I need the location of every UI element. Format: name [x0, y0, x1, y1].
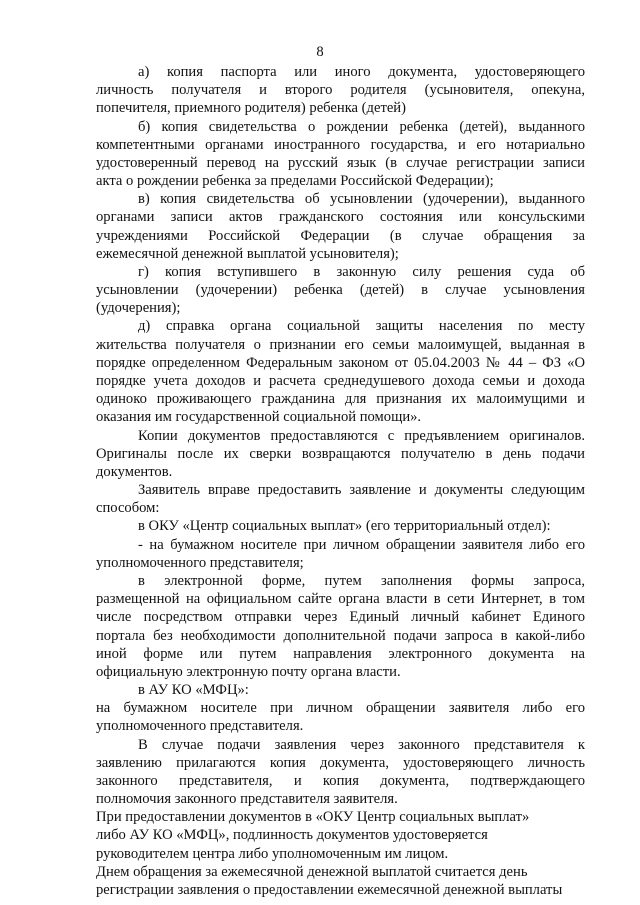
text-line: При предоставлении документов в «ОКУ Центр социальных выплат»	[96, 809, 530, 826]
text-line: либо АУ КО «МФЦ», подлинность документов удостоверяется	[96, 827, 488, 844]
text-line: акта о рождении ребенка за пределами Российской Федерации);	[96, 173, 494, 190]
text-line: Заявитель вправе предоставить заявление и документы следующим	[138, 482, 585, 499]
text-line: заявлению прилагаются копия документа, удостоверяющего личность	[96, 754, 585, 771]
text-line: иной форме или путем направления электронного документа на	[96, 645, 585, 662]
text-line: Копии документов предоставляются с предъявлением оригиналов.	[138, 427, 585, 444]
text-line: в) копия свидетельства об усыновлении (удочерении), выданного	[138, 191, 585, 208]
text-line: Оригиналы после их сверки возвращаются получателю в день подачи	[96, 445, 585, 462]
text-line: полномочия законного представителя заявителя.	[96, 791, 398, 808]
text-line: попечителя, приемного родителя) ребенка (детей)	[96, 100, 406, 117]
text-line: порядке учета доходов и расчета среднедушевого дохода семьи и дохода	[96, 373, 585, 390]
text-line: д) справка органа социальной защиты населения по месту	[138, 318, 585, 335]
page-number: 8	[316, 44, 324, 60]
text-line: уполномоченного представителя;	[96, 554, 304, 571]
text-line: органами записи актов гражданского состояния или консульскими	[96, 209, 585, 226]
text-line: регистрации заявления о предоставлении ежемесячной денежной выплаты	[96, 882, 563, 898]
text-line: способом:	[96, 500, 160, 517]
text-line: личность получателя и второго родителя (усыновителя, опекуна,	[96, 82, 585, 99]
text-line: руководителем центра либо уполномоченным им лицом.	[96, 845, 449, 862]
text-line: в электронной форме, путем заполнения формы запроса,	[138, 572, 585, 589]
text-line: учреждениями Российской Федерации (в случае обращения за	[96, 227, 585, 244]
text-line: Днем обращения за ежемесячной денежной выплатой считается день	[96, 863, 528, 880]
text-line: ежемесячной денежной выплатой усыновителя);	[96, 245, 399, 262]
text-line: на бумажном носителе при личном обращении заявителя либо его	[96, 700, 585, 717]
text-line: б) копия свидетельства о рождении ребенка (детей), выданного	[138, 118, 585, 135]
text-line: а) копия паспорта или иного документа, удостоверяющего	[138, 64, 585, 80]
text-line: - на бумажном носителе при личном обращении заявителя либо его	[138, 536, 585, 553]
text-line: порядке определенном Федеральным законом от 05.04.2003 № 44 – ФЗ «О	[96, 354, 585, 371]
text-line: в ОКУ «Центр социальных выплат» (его территориальный отдел):	[138, 518, 551, 535]
text-line: удостоверенный перевод на русский язык (в случае регистрации записи	[96, 154, 585, 171]
text-line: одиноко проживающего гражданина для признания их малоимущими и	[96, 391, 585, 408]
text-line: оказания им государственной социальной помощи».	[96, 409, 422, 426]
text-line: уполномоченного представителя.	[96, 718, 304, 735]
text-line: размещенной на официальном сайте органа власти в сети Интернет, в том	[96, 591, 585, 608]
text-line: в АУ КО «МФЦ»:	[138, 682, 249, 699]
text-line: законного представителя, и копия документа, подтверждающего	[96, 772, 585, 789]
text-line: портала без необходимости дополнительной подачи запроса в какой-либо	[96, 627, 585, 644]
text-line: жительства получателя о признании его семьи малоимущей, выданная в	[96, 336, 585, 353]
text-line: В случае подачи заявления через законного представителя к	[138, 736, 585, 753]
text-line: документов.	[96, 463, 173, 480]
text-line: компетентными органами иностранного государства, и его нотариально	[96, 136, 585, 153]
text-line: усыновлении (удочерении) ребенка (детей) в случае усыновления	[96, 282, 585, 299]
text-line: (удочерения);	[96, 300, 181, 317]
text-line: официальную электронную почту органа власти.	[96, 663, 401, 680]
text-line: числе посредством отправки через Единый личный кабинет Единого	[96, 609, 585, 626]
text-line: г) копия вступившего в законную силу решения суда об	[138, 263, 585, 280]
